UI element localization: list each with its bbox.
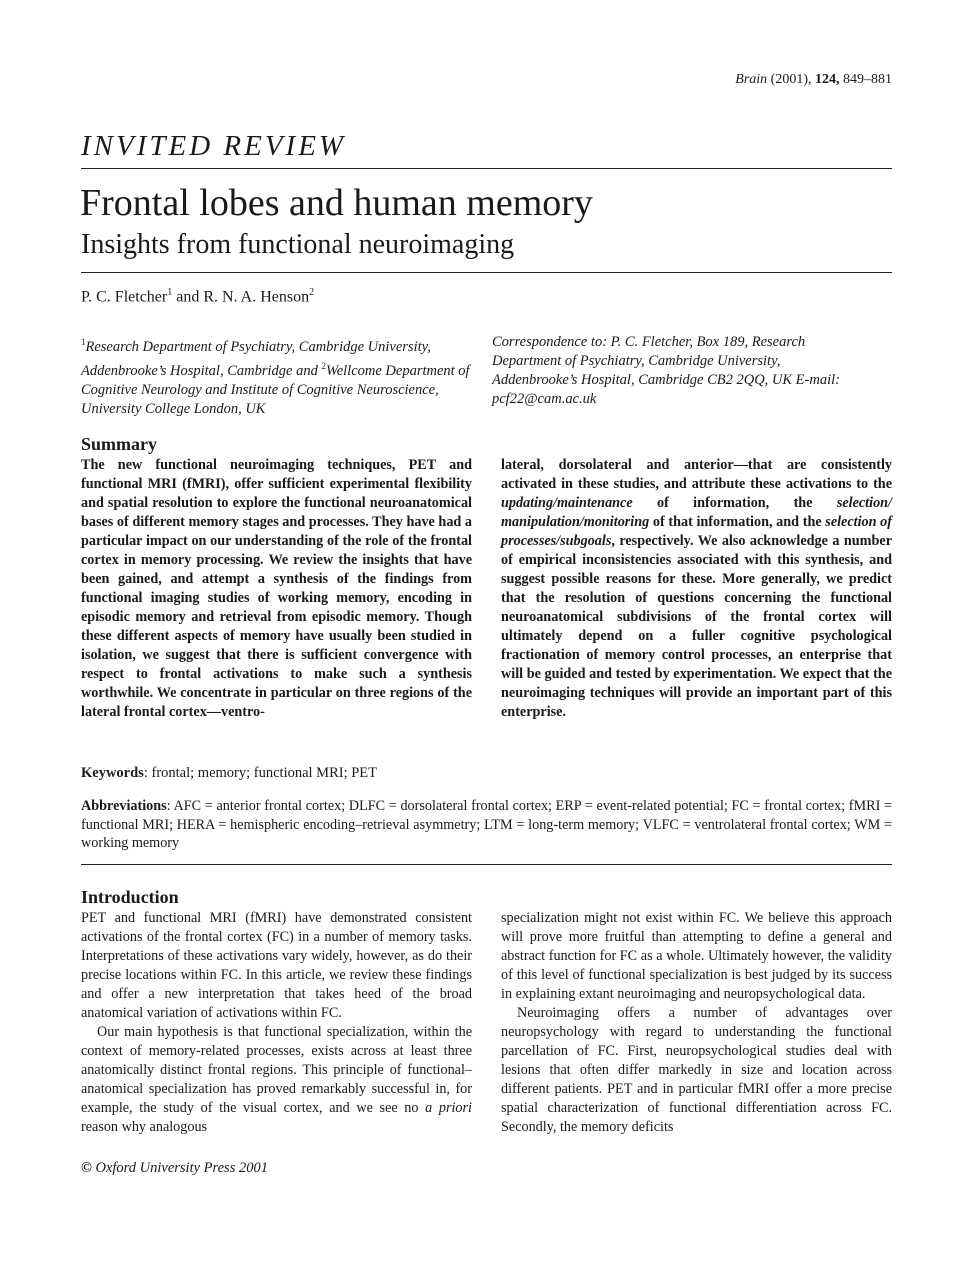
author-conjunction: and	[172, 288, 204, 306]
affiliation-marker: 2	[321, 360, 326, 371]
author-name: R. N. A. Henson	[203, 288, 310, 306]
keywords-label: Keywords	[81, 765, 144, 781]
summary-text: The new functional neuroimaging techniques, PET and functional MRI (fMRI), offer sufficient experimental flexibility and spatial resolution to explore the functional neuroanatomical bases of different memory stages and processes. They have had a particular impact on our understanding of the role of the frontal cortex in memory processing. We review the insights that have been gained, and attempt a synthesis of the findings from functional imaging studies of working memory, encoding in episodic memory and retrieval from episodic memory. Though these different aspects of memory have usually been studied in isolation, we suggest that there is sufficient convergence with respect to frontal activations to make such a synthesis worthwhile. We concentrate in particular on three regions of the lateral frontal cortex—ventro-	[81, 457, 472, 720]
introduction-right-column	[501, 909, 892, 1137]
emphasis: selection of processes/subgoals	[501, 514, 892, 549]
article-title: Frontal lobes and human memory	[80, 182, 593, 224]
author-list	[81, 287, 314, 306]
emphasis: a priori	[425, 1100, 472, 1116]
keywords-text: : frontal; memory; functional MRI; PET	[143, 765, 378, 781]
summary-text-continued: lateral, dorsolateral and anterior—that are consistently activated in these studies, and attribute these activations to the updating/maintenance of information, the selection/ manipulation/monitoring of that information, and the selection of processes/subgoals, respectively. We also acknowledge a number of empirical inconsistencies associated with this synthesis, and suggest possible reasons for these. More generally, we predict that the resolution of questions concerning the functional neuroanatomical subdivisions of the frontal cortex will ultimately depend on a fuller cognitive psychological fractionation of memory control processes, an enterprise that will be guided and tested by experimentation. We expect that the neuroimaging techniques will provide an important part of this enterprise.	[501, 457, 892, 720]
affiliation-marker: 2	[309, 287, 315, 298]
title-top-rule	[81, 168, 892, 169]
summary-heading: Summary	[81, 434, 157, 454]
journal-reference	[735, 72, 892, 88]
journal-name: Brain	[735, 72, 768, 87]
copyright-notice	[81, 1160, 268, 1177]
title-bottom-rule	[81, 272, 892, 273]
section-label: INVITED REVIEW	[81, 130, 347, 162]
author-name: P. C. Fletcher	[81, 288, 168, 306]
summary-right-column	[501, 456, 892, 722]
introduction-heading: Introduction	[81, 887, 179, 907]
paragraph: specialization might not exist within FC. We believe this approach will prove more fruitful than attempting to define a general and abstract function for FC as a whole. Ultimately however, the validity of this level of functional specialization is best judged by its success in explaining extant neuroimaging and neuropsychological data.	[501, 910, 892, 1002]
paragraph: Neuroimaging offers a number of advantages over neuropsychology with regard to understanding the functional parcellation of FC. First, neuropsychological studies deal with lesions that often differ markedly in size and location across different patients. PET and in particular fMRI offer a more precise spatial characterization of functional differentiation across FC. Secondly, the memory deficits	[501, 1005, 892, 1135]
copyright-text: Oxford University Press 2001	[91, 1160, 268, 1176]
abbreviations	[81, 797, 892, 853]
emphasis: updating/maintenance	[501, 495, 633, 511]
affiliations	[81, 333, 481, 419]
affiliation-marker: 1	[167, 287, 173, 298]
paragraph: Our main hypothesis is that functional specialization, within the context of memory-related processes, exists across at least three anatomically distinct frontal regions. This principle of functional–anatomical specialization has proved remarkably successful in, for example, the study of the visual cortex, and we see no a priori reason why analogous	[81, 1024, 472, 1135]
summary-bottom-rule	[81, 864, 892, 865]
emphasis: selection/ manipulation/monitoring	[501, 495, 892, 530]
affiliation-marker: 1	[81, 337, 86, 347]
keywords	[81, 765, 377, 782]
introduction-left-column	[81, 909, 472, 1137]
correspondence: Correspondence to: P. C. Fletcher, Box 189, Research Department of Psychiatry, Cambridge University, Addenbrooke’s Hospital, Cambridge CB2 2QQ, UK E-mail: pcf22@cam.ac.uk	[492, 334, 840, 407]
abbreviations-label: Abbreviations	[81, 798, 167, 814]
paragraph: PET and functional MRI (fMRI) have demonstrated consistent activations of the frontal cortex (FC) in a number of memory tasks. Interpretations of these activations vary widely, however, as do their precise locations within FC. In this article, we review these findings and offer a new interpretation that takes heed of the broad anatomical variation of activations within FC.	[81, 910, 472, 1021]
journal-volume: 124,	[815, 72, 840, 87]
summary-left-column	[81, 456, 472, 722]
affiliation-text: Research Department of Psychiatry, Cambridge University, Addenbrooke’s Hospital, Cambridge and	[81, 338, 431, 379]
journal-pages: 849–881	[843, 72, 892, 87]
journal-year: (2001),	[770, 72, 812, 87]
article-subtitle: Insights from functional neuroimaging	[81, 229, 515, 260]
affiliation-text: Wellcome Department of Cognitive Neurology and Institute of Cognitive Neuroscience, University College London, UK	[81, 362, 470, 417]
copyright-symbol: ©	[81, 1160, 92, 1176]
abbreviations-text: : AFC = anterior frontal cortex; DLFC = dorsolateral frontal cortex; ERP = event-related potential; FC = frontal cortex; fMRI = functional MRI; HERA = hemispheric encoding–retrieval asymmetry; LTM = long-term memory; VLFC = ventrolateral frontal cortex; WM = working memory	[81, 798, 892, 852]
